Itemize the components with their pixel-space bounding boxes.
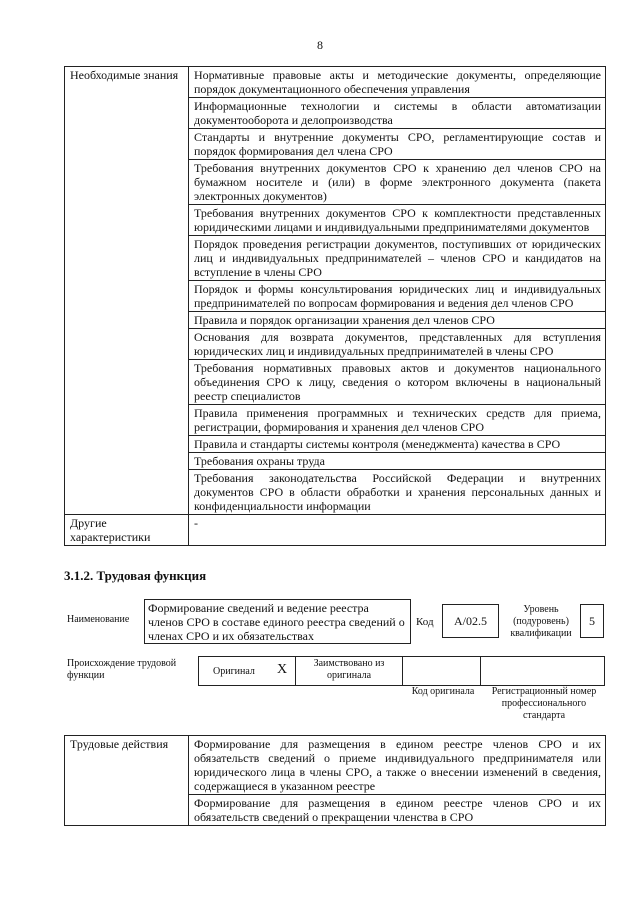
actions-table (64, 735, 606, 826)
borrowed-label: Заимствовано из оригинала (313, 658, 385, 681)
knowledge-item: Требования охраны труда (189, 453, 606, 470)
section-title: 3.1.2. Трудовая функция (64, 568, 207, 583)
code-original-cell (403, 656, 481, 686)
borrowed-cell (295, 656, 403, 686)
knowledge-item: Требования внутренних документов СРО к хранению дел членов СРО на бумажном носителе и (или) в форме электронного документа (пакета электронных документов) (189, 160, 606, 205)
reg-number-cell (481, 656, 605, 686)
table-row (65, 67, 606, 98)
code-original-caption: Код оригинала (411, 686, 475, 697)
action-item: Формирование для размещения в едином реестре членов СРО и их обязательств сведений о приеме индивидуального предпринимателя или юридического лица в члены СРО, а также о внесении изменений в сведения, содержащиеся в указанном реестре (189, 736, 606, 795)
original-cell (198, 656, 296, 686)
level-label: Уровень (подуровень) квалификации (510, 604, 572, 639)
knowledge-item: Нормативные правовые акты и методические документы, определяющие порядок документационного обеспечения управления (189, 67, 606, 98)
knowledge-table (64, 66, 606, 546)
knowledge-item: Требования нормативных правовых актов и документов национального объединения СРО к лицу, сведения о котором включены в национальный реестр специалистов (189, 360, 606, 405)
knowledge-item: Правила и порядок организации хранения дел членов СРО (189, 312, 606, 329)
actions-label: Трудовые действия (65, 736, 189, 826)
original-label: Оригинал (213, 666, 255, 677)
function-name-label: Наименование (67, 614, 130, 625)
other-value: - (189, 515, 606, 546)
knowledge-item: Правила применения программных и технических средств для приема, регистрации, формирования и хранения дел членов СРО (189, 405, 606, 436)
qualification-level: 5 (580, 604, 604, 638)
table-row (65, 736, 606, 795)
function-name: Формирование сведений и ведение реестра членов СРО в составе единого реестра сведений о членах СРО и их обязательствах (144, 599, 411, 644)
reg-number-caption: Регистрационный номер профессионального стандарта (491, 686, 597, 721)
original-mark: X (277, 662, 288, 677)
knowledge-item: Правила и стандарты системы контроля (менеджмента) качества в СРО (189, 436, 606, 453)
knowledge-item: Требования внутренних документов СРО к комплектности представленных юридическими лицами и индивидуальными предпринимателями документов (189, 205, 606, 236)
knowledge-label: Необходимые знания (65, 67, 189, 515)
action-item: Формирование для размещения в едином реестре членов СРО и их обязательств сведений о прекращении членства в СРО (189, 795, 606, 826)
page-number: 8 (317, 38, 323, 52)
function-code: A/02.5 (442, 604, 499, 638)
table-row (65, 515, 606, 546)
code-label: Код (416, 616, 434, 628)
knowledge-item: Требования законодательства Российской Федерации и внутренних документов СРО в области обработки и хранения персональных данных и конфиденциальности информации (189, 470, 606, 515)
knowledge-item: Информационные технологии и системы в области автоматизации документооборота и делопроизводства (189, 98, 606, 129)
origin-label: Происхождение трудовой функции (67, 658, 177, 681)
knowledge-item: Порядок проведения регистрации документов, поступивших от юридических лиц и индивидуальных предпринимателей – членов СРО и кандидатов на вступление в члены СРО (189, 236, 606, 281)
knowledge-item: Основания для возврата документов, представленных для вступления юридических лиц и индивидуальных предпринимателей в члены СРО (189, 329, 606, 360)
other-label: Другие характеристики (65, 515, 189, 546)
knowledge-item: Порядок и формы консультирования юридических лиц и индивидуальных предпринимателей по вопросам формирования и ведения дел членов СРО (189, 281, 606, 312)
knowledge-item: Стандарты и внутренние документы СРО, регламентирующие состав и порядок формирования дел члена СРО (189, 129, 606, 160)
